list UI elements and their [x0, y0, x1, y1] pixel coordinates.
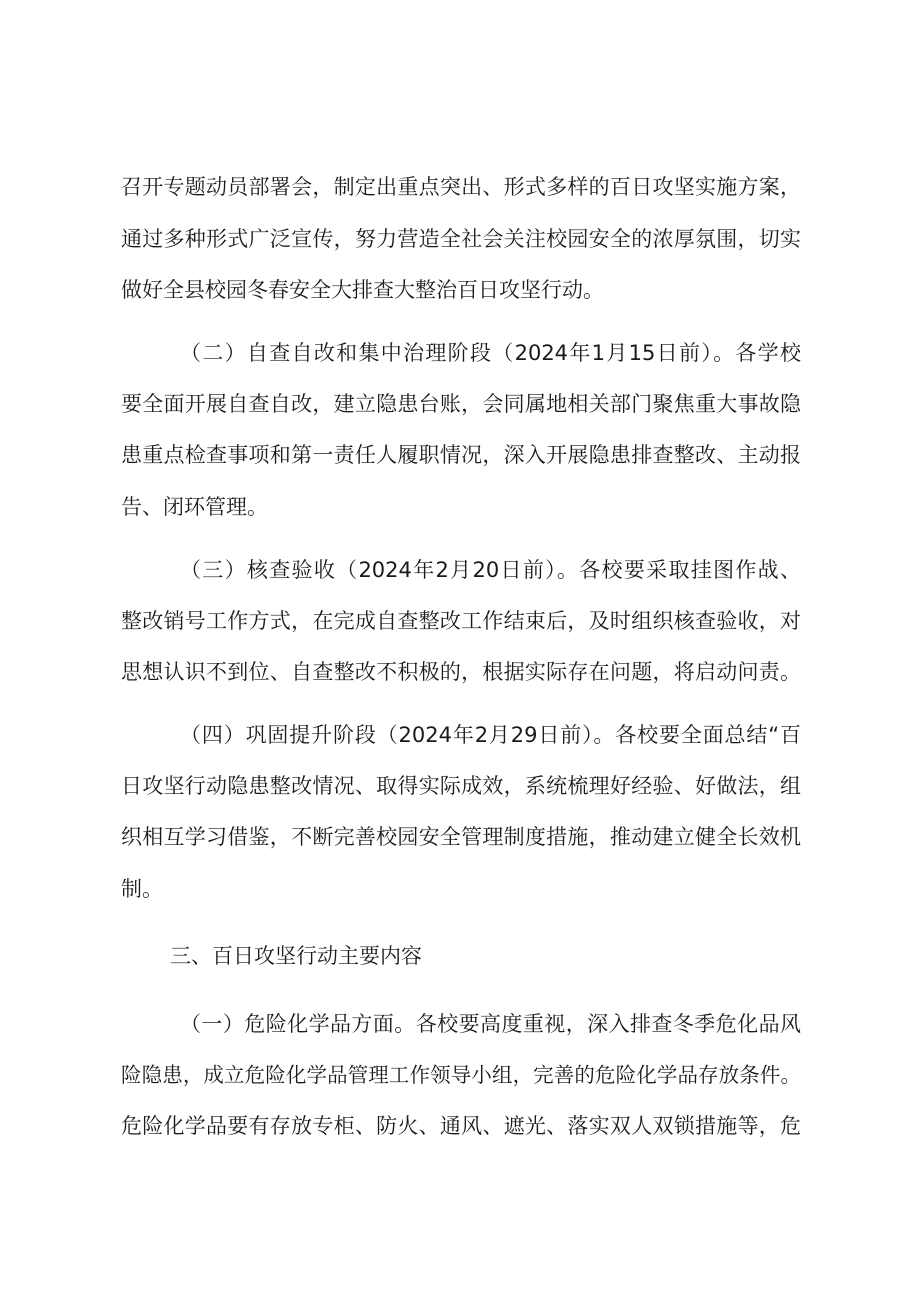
paragraph-line: 做好全县校园冬春安全大排查大整治百日攻坚行动。 — [121, 278, 604, 302]
paragraph-line: （三）核查验收（2024年2月20日前）。各校要采取挂图作战、 — [180, 558, 801, 582]
paragraph-line: 召开专题动员部署会，制定出重点突出、形式多样的百日攻坚实施方案， — [121, 175, 801, 199]
paragraph-line: 整改销号工作方式，在完成自查整改工作结束后，及时组织核查验收，对 — [121, 609, 801, 633]
paragraph-line: 患重点检查事项和第一责任人履职情况，深入开展隐患排查整改、主动报 — [121, 443, 801, 467]
paragraph-line: 思想认识不到位、自查整改不积极的，根据实际存在问题，将启动问责。 — [121, 660, 801, 684]
paragraph-line: 告、闭环管理。 — [121, 495, 268, 519]
paragraph-line: （四）巩固提升阶段（2024年2月29日前）。各校要全面总结“百 — [180, 723, 801, 747]
paragraph-line: 通过多种形式广泛宣传，努力营造全社会关注校园安全的浓厚氛围，切实 — [121, 227, 801, 251]
paragraph-line: 日攻坚行动隐患整改情况、取得实际成效，系统梳理好经验、好做法，组 — [121, 774, 801, 798]
paragraph-line: 险隐患，成立危险化学品管理工作领导小组，完善的危险化学品存放条件。 — [121, 1063, 801, 1087]
section-heading: 三、百日攻坚行动主要内容 — [170, 944, 422, 968]
paragraph-line: （一）危险化学品方面。各校要高度重视，深入排查冬季危化品风 — [180, 1012, 801, 1036]
paragraph-line: （二）自查自改和集中治理阶段（2024年1月15日前）。各学校 — [180, 341, 801, 365]
paragraph-line: 制。 — [121, 877, 163, 901]
paragraph-line: 危险化学品要有存放专柜、防火、通风、遮光、落实双人双锁措施等，危 — [121, 1114, 801, 1138]
paragraph-line: 织相互学习借鉴，不断完善校园安全管理制度措施，推动建立健全长效机 — [121, 825, 801, 849]
paragraph-line: 要全面开展自查自改，建立隐患台账，会同属地相关部门聚焦重大事故隐 — [121, 392, 801, 416]
